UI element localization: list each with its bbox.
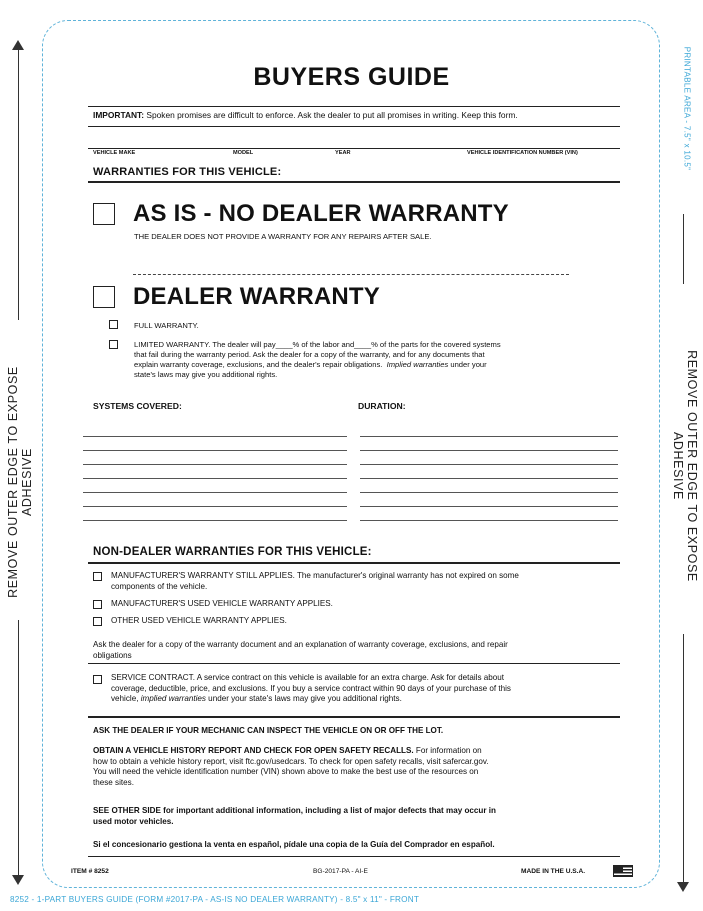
manufacturer-line: components of the vehicle. [111, 581, 208, 591]
inspect-notice: ASK THE DEALER IF YOUR MECHANIC CAN INSPECT THE VEHICLE ON OR OFF THE LOT. [93, 726, 444, 735]
history-line: these sites. [93, 777, 134, 787]
other-warranty-label: OTHER USED VEHICLE WARRANTY APPLIES. [111, 616, 287, 625]
service-contract-checkbox[interactable] [93, 675, 102, 684]
systems-covered-label: SYSTEMS COVERED: [93, 401, 182, 411]
implied-warranties-italic: Implied warranties [386, 360, 449, 369]
limited-warranty-checkbox[interactable] [109, 340, 118, 349]
limited-warranty-line: that fail during the warranty period. Ask the dealer for a copy of the warranty, and for any documents that [134, 350, 485, 359]
limited-text-end: under your [448, 360, 487, 369]
used-vehicle-warranty-label: MANUFACTURER'S USED VEHICLE WARRANTY APPLIES. [111, 599, 333, 608]
limited-warranty-line: state's laws may give you additional rights. [134, 370, 278, 379]
systems-line[interactable] [83, 492, 347, 493]
arrow-down-icon [12, 875, 24, 885]
ask-line: Ask the dealer for a copy of the warranty document and an explanation of warranty coverage, exclusions, and repair [93, 640, 508, 649]
ask-line: obligations [93, 650, 132, 660]
dealer-warranty-label: DEALER WARRANTY [133, 283, 380, 310]
service-rule-top [88, 663, 620, 664]
as-is-checkbox[interactable] [93, 203, 115, 225]
systems-line[interactable] [83, 520, 347, 521]
systems-line[interactable] [83, 450, 347, 451]
arrow-down-icon [677, 882, 689, 892]
vin-label: VEHICLE IDENTIFICATION NUMBER (VIN) [467, 150, 578, 156]
warranties-heading: WARRANTIES FOR THIS VEHICLE: [93, 166, 282, 178]
service-contract-text [111, 673, 619, 705]
manufacturer-warranty-checkbox[interactable] [93, 572, 102, 581]
important-notice [93, 110, 613, 120]
see-other-line: SEE OTHER SIDE for important additional information, including a list of major defects that may occur in [93, 806, 496, 815]
notice-rule [88, 126, 620, 127]
systems-line[interactable] [83, 506, 347, 507]
service-text-end: under your state's laws may give you additional rights. [205, 694, 402, 703]
history-line [93, 746, 618, 757]
right-arrow-line-top [683, 214, 684, 284]
title-rule [88, 106, 620, 107]
history-line: how to obtain a vehicle history report, visit ftc.gov/usedcars. To check for open safety recalls, visit safercar.gov. [93, 756, 489, 766]
duration-line[interactable] [360, 450, 618, 451]
duration-line[interactable] [360, 492, 618, 493]
printable-area-label: PRINTABLE AREA - 7.5" x 10.5" [682, 46, 692, 171]
implied-warranties-italic: implied warranties [140, 694, 206, 703]
see-other-line: used motor vehicles. [93, 816, 174, 826]
right-arrow-line-bottom [683, 634, 684, 884]
footer-rule [88, 856, 620, 857]
us-flag-icon [613, 865, 633, 877]
vehicle-field-rule[interactable] [88, 148, 620, 149]
warranties-rule [88, 181, 620, 183]
systems-line[interactable] [83, 478, 347, 479]
limited-warranty-text [134, 340, 614, 380]
dealer-warranty-checkbox[interactable] [93, 286, 115, 308]
left-arrow-line-bottom [18, 620, 19, 875]
duration-line[interactable] [360, 506, 618, 507]
non-dealer-heading: NON-DEALER WARRANTIES FOR THIS VEHICLE: [93, 546, 372, 558]
systems-line[interactable] [83, 436, 347, 437]
service-line [111, 694, 619, 705]
history-line: You will need the vehicle identification number (VIN) shown above to make the best use of the resources on [93, 767, 479, 776]
as-is-description: THE DEALER DOES NOT PROVIDE A WARRANTY FOR ANY REPAIRS AFTER SALE. [134, 232, 432, 241]
vehicle-make-label: VEHICLE MAKE [93, 150, 136, 156]
used-vehicle-warranty-checkbox[interactable] [93, 600, 102, 609]
form-code: BG-2017-PA - AI-E [313, 868, 368, 875]
left-adhesive-label: REMOVE OUTER EDGE TO EXPOSE ADHESIVE [6, 366, 34, 598]
service-text: vehicle, [111, 694, 141, 703]
non-dealer-rule [88, 562, 620, 564]
left-margin [6, 40, 32, 890]
bottom-caption: 8252 - 1-PART BUYERS GUIDE (FORM #2017-PA - AS-IS NO DEALER WARRANTY) - 8.5" x 11" - FRONT [10, 895, 420, 904]
limited-text: explain warranty coverage, exclusions, and the dealer's repair obligations. [134, 360, 383, 369]
page-title: BUYERS GUIDE [253, 63, 450, 91]
arrow-up-icon [12, 40, 24, 50]
other-warranty-checkbox[interactable] [93, 617, 102, 626]
left-arrow-line-top [18, 50, 19, 320]
ask-dealer-copy-text [93, 640, 618, 661]
section-dash-divider [133, 274, 569, 275]
full-warranty-label: FULL WARRANTY. [134, 321, 199, 330]
systems-line[interactable] [83, 464, 347, 465]
duration-line[interactable] [360, 478, 618, 479]
see-other-side-text [93, 806, 618, 827]
important-label: IMPORTANT: [93, 110, 145, 120]
service-line: SERVICE CONTRACT. A service contract on this vehicle is available for an extra charge. Ask for details about [111, 673, 505, 682]
item-number: ITEM # 8252 [71, 868, 109, 875]
full-warranty-checkbox[interactable] [109, 320, 118, 329]
history-report-text [93, 746, 618, 788]
history-bold: OBTAIN A VEHICLE HISTORY REPORT AND CHECK FOR OPEN SAFETY RECALLS. [93, 746, 414, 755]
duration-line[interactable] [360, 520, 618, 521]
duration-label: DURATION: [358, 401, 406, 411]
history-line-end: For information on [413, 746, 482, 755]
year-label: YEAR [335, 150, 351, 156]
manufacturer-line: MANUFACTURER'S WARRANTY STILL APPLIES. The manufacturer's original warranty has not expired on some [111, 571, 519, 580]
duration-line[interactable] [360, 436, 618, 437]
right-margin [670, 14, 700, 894]
vehicle-fields [93, 150, 613, 160]
service-line: coverage, deductible, price, and exclusions. If you buy a service contract within 90 days of your purchase of this [111, 683, 511, 693]
duration-line[interactable] [360, 464, 618, 465]
limited-warranty-line: LIMITED WARRANTY. The dealer will pay____% of the labor and____% of the parts for the covered systems [134, 340, 501, 349]
made-in-usa: MADE IN THE U.S.A. [521, 868, 586, 875]
as-is-label: AS IS - NO DEALER WARRANTY [133, 200, 509, 227]
limited-warranty-line [134, 360, 614, 370]
flag-canton [614, 866, 623, 872]
important-text: Spoken promises are difficult to enforce. Ask the dealer to put all promises in writing. Keep this form. [144, 110, 518, 120]
service-rule-bottom [88, 716, 620, 718]
model-label: MODEL [233, 150, 254, 156]
right-adhesive-label: REMOVE OUTER EDGE TO EXPOSE ADHESIVE [671, 350, 699, 582]
spanish-notice: Si el concesionario gestiona la venta en español, pídale una copia de la Guía del Comprador en español. [93, 840, 495, 849]
manufacturer-warranty-text [111, 571, 616, 592]
